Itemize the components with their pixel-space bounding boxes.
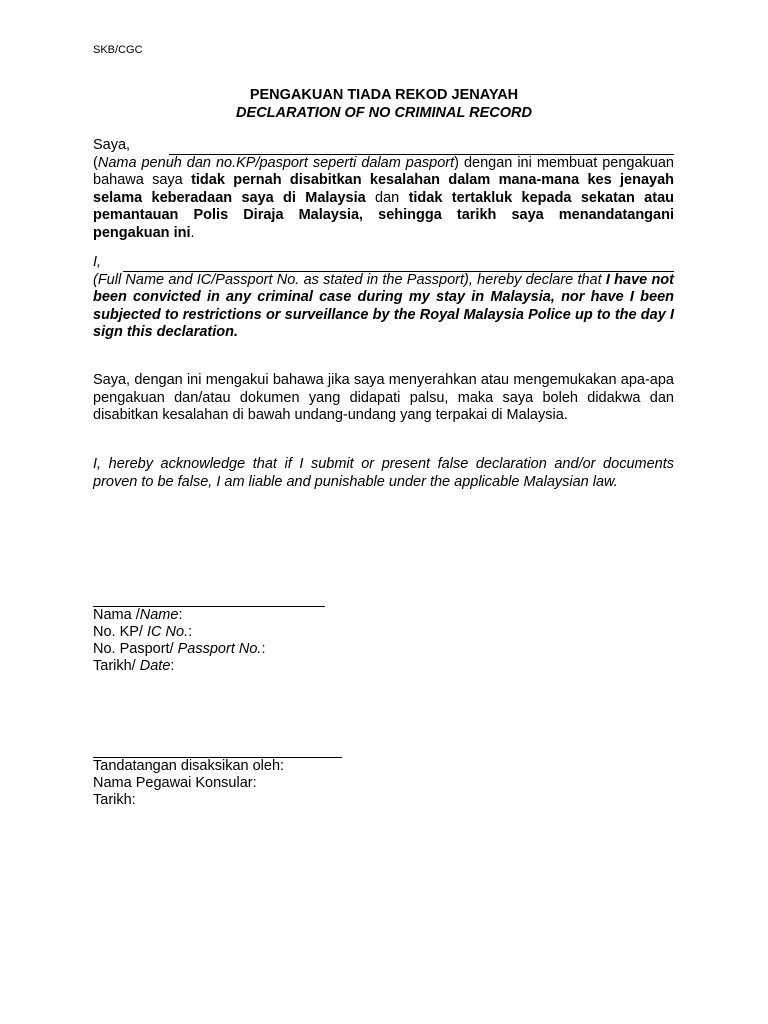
ic-label-en: IC No. (147, 624, 189, 640)
english-acknowledgement: I, hereby acknowledge that if I submit or present false declaration and/or documents proven to be false, I am liable and punishable under the applicable Malaysian law. (93, 456, 674, 490)
malay-acknowledgement: Saya, dengan ini mengakui bahawa jika saya menyerahkan atau mengemukakan apa-apa pengakuan dan/atau dokumen yang didapati palsu, maka saya boleh didakwa dan disabitkan kesalahan di bawah undang-undang yang terpakai di Malaysia. (93, 372, 674, 423)
english-name-line (93, 254, 674, 272)
passport-label-en: Passport No. (177, 641, 262, 657)
witness-date-field: Tarikh: (93, 792, 136, 808)
name-hint: Nama penuh dan no.KP/pasport seperti dalam pasport (97, 154, 455, 171)
english-text: (Full Name and IC/Passport No. as stated in the Passport), hereby declare that (93, 271, 606, 288)
malay-text-2: dan (365, 189, 409, 206)
declarant-name-field (93, 607, 325, 624)
english-declaration (93, 254, 674, 342)
colon: : (261, 641, 266, 657)
title-english: DECLARATION OF NO CRIMINAL RECORD (236, 105, 532, 121)
open-paren: ( (93, 154, 98, 171)
name-blank-line (169, 141, 674, 155)
passport-label-ms: No. Pasport/ (93, 641, 178, 657)
declarant-passport-field (93, 641, 325, 658)
malay-text-1: ) dengan ini membuat pengakuan bahawa saya (93, 154, 675, 188)
name-label-en: Name (139, 607, 179, 623)
ic-label-ms: No. KP/ (93, 624, 147, 640)
reference-code: SKB/CGC (93, 44, 143, 56)
colon: : (178, 607, 183, 623)
malay-declaration-body (93, 155, 674, 243)
saya-label: Saya, (93, 137, 131, 153)
name-blank-line-en (123, 258, 674, 272)
english-bold: I have not been convicted in any criminal case during my stay in Malaysia, nor have I been subjected to restrictions or surveillance by the Royal Malaysia Police up to the day I sign this declaration. (93, 271, 674, 340)
consular-officer-name-field: Nama Pegawai Konsular: (93, 775, 257, 791)
date-label-en: Date (139, 658, 171, 674)
declarant-ic-field (93, 624, 325, 641)
declarant-date-field (93, 658, 325, 675)
document-title (0, 86, 768, 122)
title-malay: PENGAKUAN TIADA REKOD JENAYAH (249, 87, 519, 103)
colon: : (188, 624, 193, 640)
malay-bold-2: tidak tertakluk kepada sekatan atau pemantauan Polis Diraja Malaysia, sehingga tarikh saya menandatangani pengakuan ini (93, 189, 674, 241)
witnessed-by-label: Tandatangan disaksikan oleh: (93, 758, 285, 774)
malay-name-line (93, 137, 674, 155)
malay-text-3: . (190, 224, 195, 241)
malay-declaration (93, 137, 674, 242)
declarant-signature-block (93, 606, 325, 675)
name-label-ms: Nama / (93, 607, 140, 623)
colon: : (170, 658, 175, 674)
witness-signature-block (93, 757, 342, 809)
date-label-ms: Tarikh/ (93, 658, 140, 674)
malay-bold-1: tidak pernah disabitkan kesalahan dalam mana-mana kes jenayah selama keberadaan saya di Malaysia (93, 172, 674, 206)
i-label: I, (93, 254, 102, 270)
english-declaration-body (93, 272, 674, 342)
